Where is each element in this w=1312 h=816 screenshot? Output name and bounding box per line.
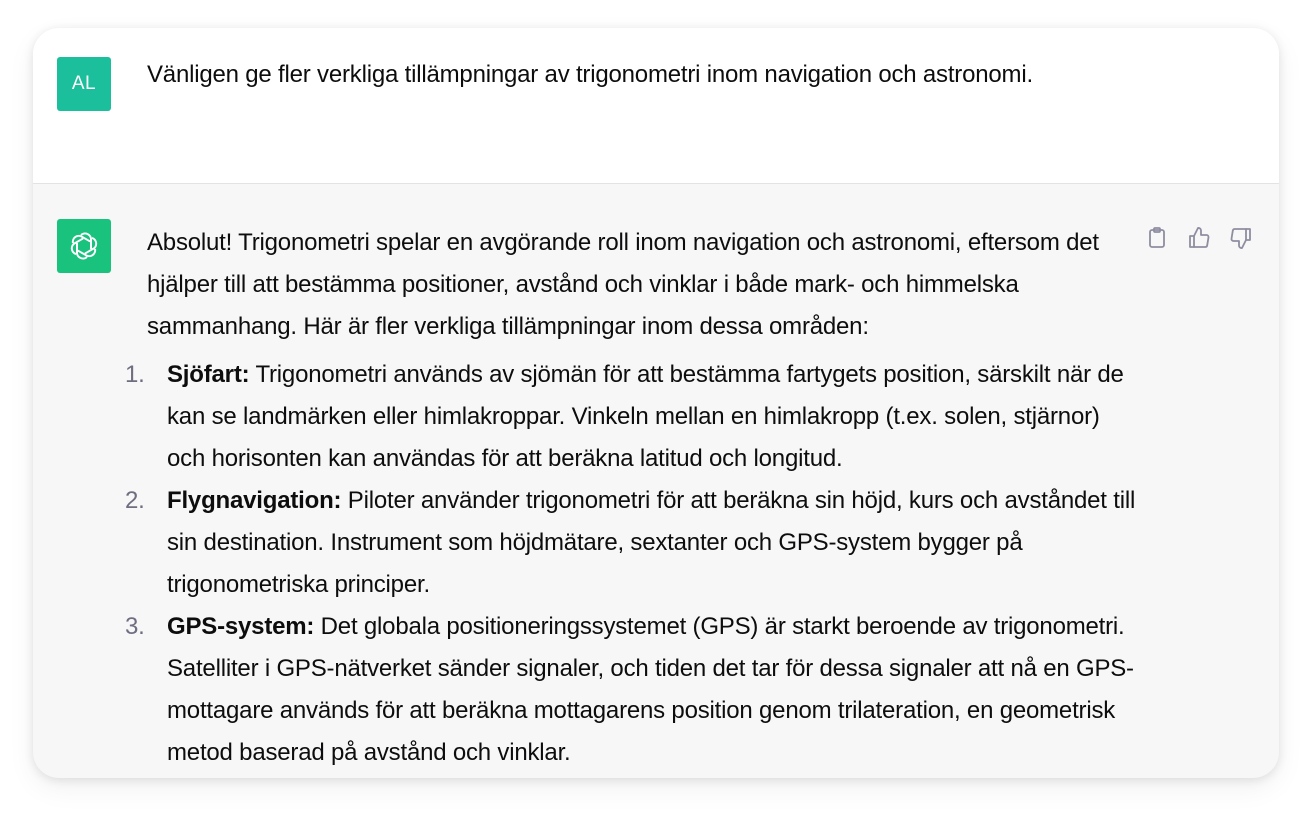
copy-icon bbox=[1145, 226, 1169, 250]
list-item-text: Det globala positioneringssystemet (GPS) är starkt beroende av trigonometri. Satelliter i GPS-nätverket sänder signaler, och tiden det tar för dessa signaler att nå en GPS-mottagare används för att beräkna mottagarens position genom trilateration, en geometrisk metod baserad på avstånd och vinklar. bbox=[167, 613, 1134, 766]
list-item-text: Piloter använder trigonometri för att beräkna sin höjd, kurs och avståndet till sin destination. Instrument som höjdmätare, sextanter och GPS-system bygger på trigonometriska principer. bbox=[167, 487, 1136, 598]
thumbs-up-icon bbox=[1187, 226, 1211, 250]
openai-logo-icon bbox=[68, 230, 100, 262]
thumbs-up-button[interactable] bbox=[1187, 226, 1211, 250]
message-actions bbox=[1145, 226, 1253, 250]
thumbs-down-button[interactable] bbox=[1229, 226, 1253, 250]
list-item bbox=[125, 606, 1137, 774]
list-item-number: 3. bbox=[125, 613, 145, 640]
list-item-text: Trigonometri används av sjömän för att bestämma fartygets position, särskilt när de kan se landmärken eller himlakroppar. Vinkeln mellan en himlakropp (t.ex. solen, stjärnor) och horisonten kan användas för att beräkna latitud och longitud. bbox=[167, 361, 1124, 472]
user-avatar-initials: AL bbox=[71, 73, 97, 94]
chat-card bbox=[33, 28, 1279, 778]
list-item bbox=[125, 354, 1137, 480]
list-item-term: Flygnavigation: bbox=[167, 487, 342, 514]
application-list bbox=[125, 354, 1137, 774]
assistant-message-row bbox=[33, 184, 1279, 778]
copy-button[interactable] bbox=[1145, 226, 1169, 250]
user-message-text: Vänligen ge fler verkliga tillämpningar av trigonometri inom navigation och astronomi. bbox=[147, 61, 1033, 88]
list-item-number: 2. bbox=[125, 487, 145, 514]
assistant-message-body bbox=[125, 222, 1137, 774]
user-message-row bbox=[33, 28, 1279, 184]
list-item bbox=[125, 480, 1137, 606]
list-item-term: Sjöfart: bbox=[167, 361, 250, 388]
list-item-term: GPS-system: bbox=[167, 613, 315, 640]
assistant-intro: Absolut! Trigonometri spelar en avgörande roll inom navigation och astronomi, eftersom det hjälper till att bestämma positioner, avstånd och vinklar i både mark- och himmelska sammanhang. Här är fler verkliga tillämpningar inom dessa områden: bbox=[147, 229, 1099, 340]
assistant-avatar bbox=[57, 219, 111, 273]
list-item-number: 1. bbox=[125, 361, 145, 388]
user-avatar bbox=[57, 57, 111, 111]
thumbs-down-icon bbox=[1229, 226, 1253, 250]
